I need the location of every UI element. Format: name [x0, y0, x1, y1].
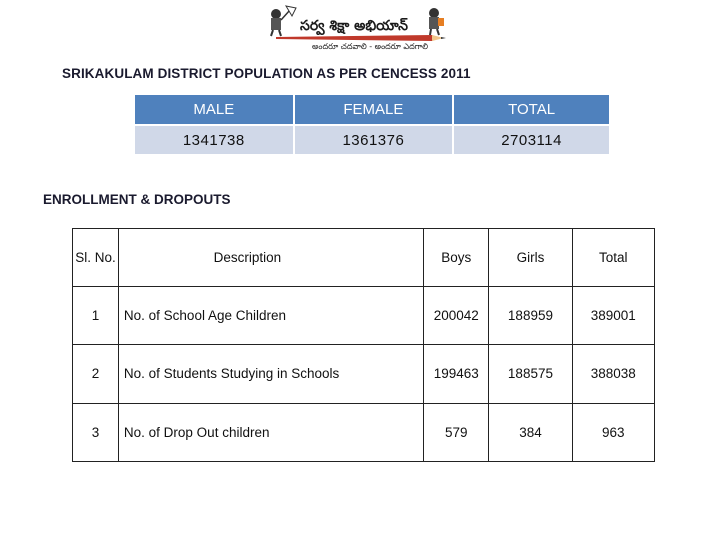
- logo-tagline: అందరూ చదవాలి - అందరూ ఎదగాలి: [312, 42, 428, 51]
- row-total: 389001: [572, 287, 654, 345]
- enrollment-heading: ENROLLMENT & DROPOUTS: [43, 192, 231, 207]
- header-spacer: [376, 229, 424, 287]
- row-spacer: [376, 287, 424, 345]
- table-row: [73, 403, 655, 461]
- row-sl: 2: [73, 345, 119, 403]
- sarva-shiksha-abhiyan-logo-icon: [262, 4, 448, 52]
- row-sl: 3: [73, 403, 119, 461]
- population-header-female: FEMALE: [295, 95, 453, 124]
- header-description: Description: [118, 229, 375, 287]
- table-header-row: [73, 229, 655, 287]
- header-boys: Boys: [424, 229, 489, 287]
- row-girls: 188575: [489, 345, 572, 403]
- header-girls: Girls: [489, 229, 572, 287]
- population-heading: SRIKAKULAM DISTRICT POPULATION AS PER CENCESS 2011: [62, 66, 471, 81]
- population-value-female: 1361376: [295, 124, 453, 154]
- sarva-shiksha-abhiyan-logo: [262, 4, 448, 52]
- row-description: No. of School Age Children: [118, 287, 375, 345]
- enrollment-table: [72, 228, 655, 462]
- row-girls: 188959: [489, 287, 572, 345]
- logo-title: సర్వ శిక్షా అభియాన్: [300, 18, 408, 34]
- header-total: Total: [572, 229, 654, 287]
- row-spacer: [376, 403, 424, 461]
- row-spacer: [376, 345, 424, 403]
- population-header-male: MALE: [135, 95, 293, 124]
- row-description: No. of Students Studying in Schools: [118, 345, 375, 403]
- header-sl-no: Sl. No.: [73, 229, 119, 287]
- population-table: [133, 95, 611, 154]
- row-boys: 579: [424, 403, 489, 461]
- row-girls: 384: [489, 403, 572, 461]
- table-row: [73, 345, 655, 403]
- row-total: 963: [572, 403, 654, 461]
- row-boys: 199463: [424, 345, 489, 403]
- population-header-total: TOTAL: [454, 95, 609, 124]
- row-sl: 1: [73, 287, 119, 345]
- row-description: No. of Drop Out children: [118, 403, 375, 461]
- row-boys: 200042: [424, 287, 489, 345]
- table-row: [73, 287, 655, 345]
- row-total: 388038: [572, 345, 654, 403]
- population-value-male: 1341738: [135, 124, 293, 154]
- population-value-total: 2703114: [454, 124, 609, 154]
